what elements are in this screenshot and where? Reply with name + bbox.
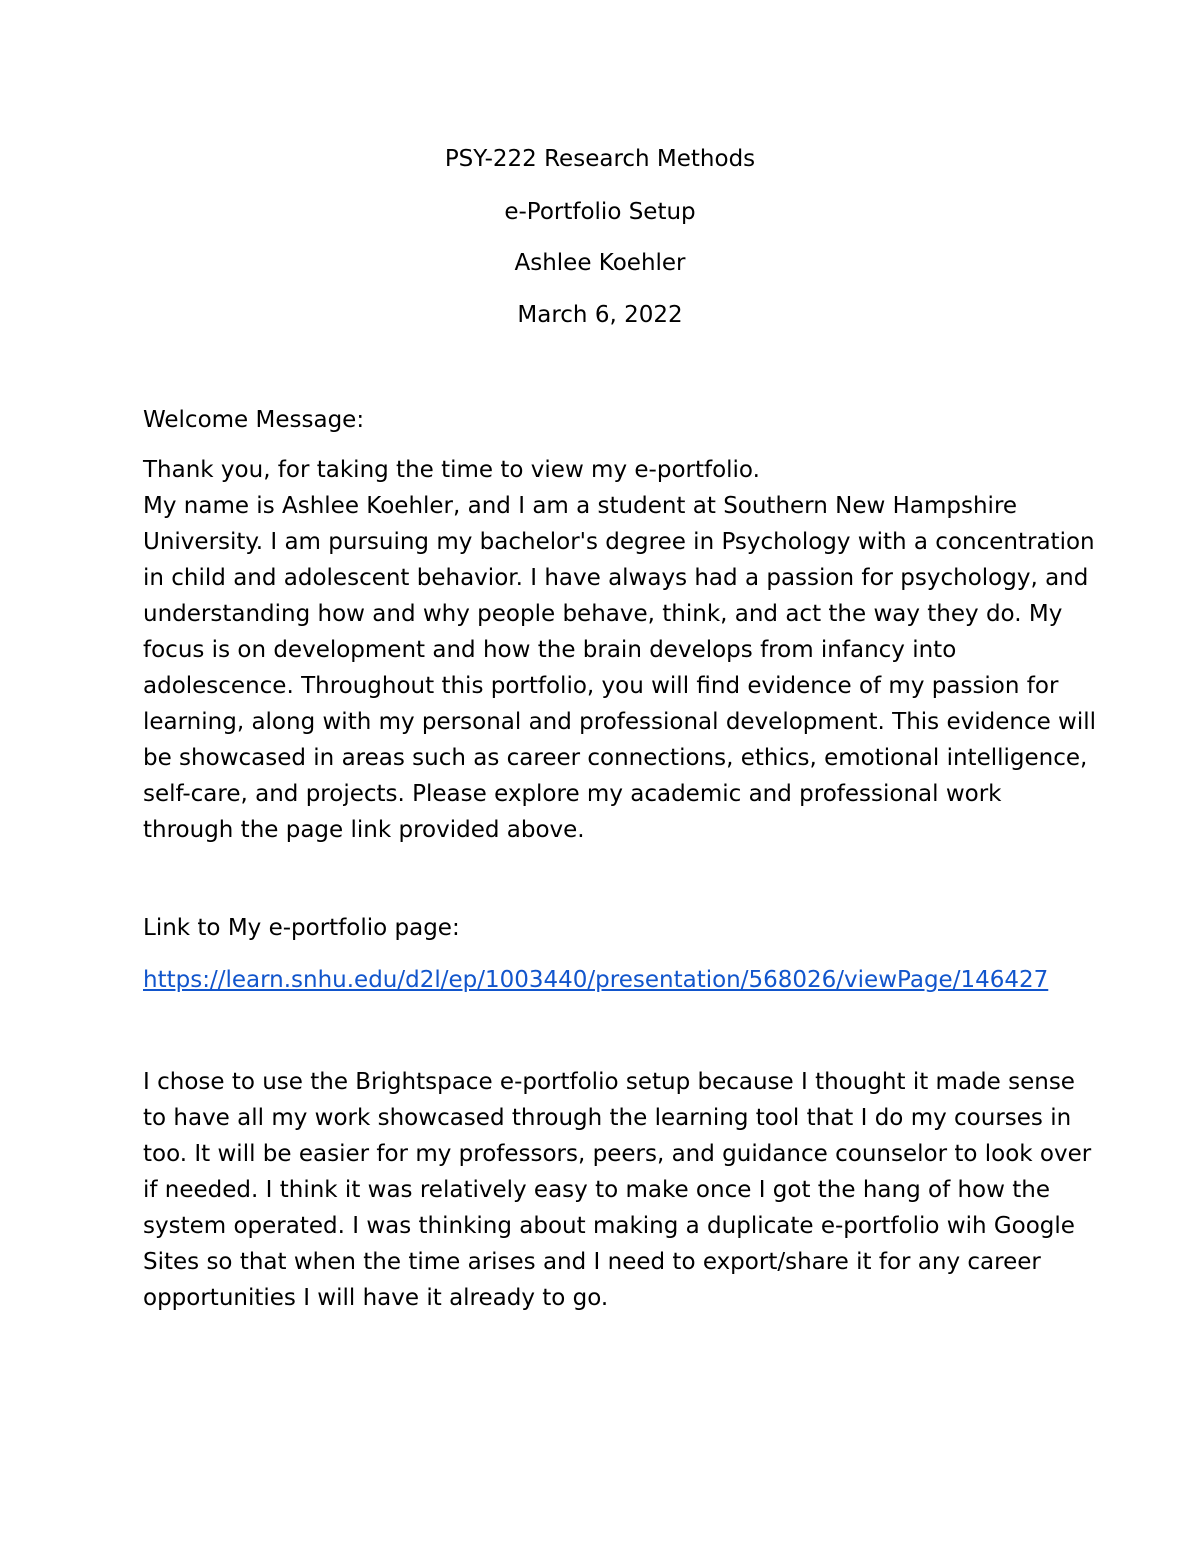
welcome-line: adolescence. Throughout this portfolio, you will find evidence of my passion for (143, 673, 1059, 699)
welcome-heading: Welcome Message: (143, 407, 365, 433)
assignment-title: e-Portfolio Setup (504, 199, 696, 225)
author-name: Ashlee Koehler (514, 250, 686, 276)
reflection-line: if needed. I think it was relatively easy to make once I got the hang of how the (143, 1177, 1050, 1203)
reflection-line: I chose to use the Brightspace e-portfolio setup because I thought it made sense (143, 1069, 1075, 1095)
reflection-paragraph (143, 1064, 1092, 1316)
course-title: PSY-222 Research Methods (444, 146, 756, 172)
portfolio-link-heading: Link to My e-portfolio page: (143, 915, 460, 941)
welcome-message (143, 452, 1097, 848)
portfolio-link-container (143, 964, 1073, 996)
welcome-line: My name is Ashlee Koehler, and I am a student at Southern New Hampshire (143, 493, 1018, 519)
portfolio-link[interactable]: https://learn.snhu.edu/d2l/ep/1003440/presentation/568026/viewPage/146427 (143, 967, 1049, 993)
welcome-line: University. I am pursuing my bachelor's degree in Psychology with a concentration (143, 529, 1095, 555)
reflection-line: too. It will be easier for my professors, peers, and guidance counselor to look over (143, 1141, 1092, 1167)
welcome-line: be showcased in areas such as career connections, ethics, emotional intelligence, (143, 745, 1088, 771)
document-date: March 6, 2022 (517, 302, 683, 328)
reflection-line: opportunities I will have it already to go. (143, 1285, 609, 1311)
welcome-line: Thank you, for taking the time to view my e-portfolio. (143, 457, 760, 483)
welcome-line: self-care, and projects. Please explore my academic and professional work (143, 781, 1002, 807)
welcome-line: in child and adolescent behavior. I have always had a passion for psychology, and (143, 565, 1089, 591)
reflection-line: to have all my work showcased through the learning tool that I do my courses in (143, 1105, 1072, 1131)
reflection-line: Sites so that when the time arises and I need to export/share it for any career (143, 1249, 1041, 1275)
welcome-line: learning, along with my personal and professional development. This evidence will (143, 709, 1097, 735)
welcome-line: understanding how and why people behave, think, and act the way they do. My (143, 601, 1063, 627)
welcome-line: focus is on development and how the brain develops from infancy into (143, 637, 957, 663)
welcome-line: through the page link provided above. (143, 817, 585, 843)
reflection-line: system operated. I was thinking about making a duplicate e-portfolio wih Google (143, 1213, 1075, 1239)
